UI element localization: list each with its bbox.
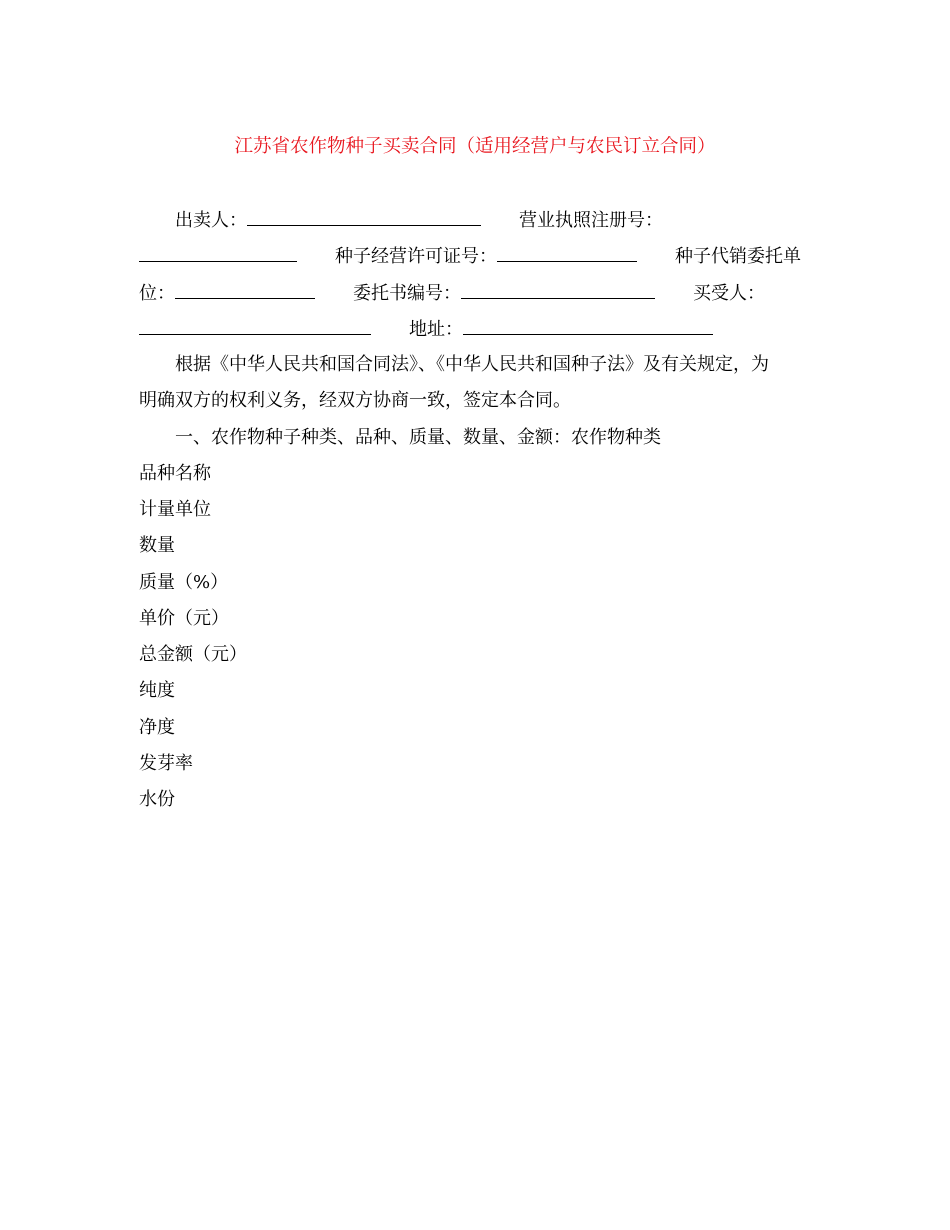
list-item: 总金额（元） [139, 644, 247, 665]
intro-line-2 [139, 388, 571, 414]
list-item: 发芽率 [139, 753, 193, 774]
consign-unit-blank[interactable] [175, 280, 315, 299]
permit-row [139, 243, 801, 270]
license-reg-label: 营业执照注册号： [519, 210, 663, 231]
list-item: 计量单位 [139, 499, 211, 520]
consign-unit-label-cont: 位： [139, 283, 175, 304]
section1-heading-text: 一、农作物种子种类、品种、质量、数量、金额：农作物种类 [175, 427, 661, 448]
list-item: 净度 [139, 717, 175, 738]
consign-unit-label: 种子代销委托单 [675, 246, 801, 267]
commission-no-label: 委托书编号： [353, 283, 461, 304]
commission-no-blank[interactable] [461, 280, 655, 299]
list-item: 数量 [139, 535, 175, 556]
section1-heading [175, 425, 661, 451]
list-item: 纯度 [139, 680, 175, 701]
seller-label: 出卖人： [175, 210, 247, 231]
contract-title: 江苏省农作物种子买卖合同（适用经营户与农民订立合同） [234, 136, 716, 157]
seed-permit-label: 种子经营许可证号： [335, 246, 497, 267]
address-blank[interactable] [463, 316, 713, 335]
intro-text-1: 根据《中华人民共和国合同法》、《中华人民共和国种子法》及有关规定，为 [175, 354, 769, 375]
list-item: 品种名称 [139, 463, 211, 484]
consign-row [139, 280, 765, 307]
address-label: 地址： [409, 319, 463, 340]
list-item: 单价（元） [139, 608, 229, 629]
list-item: 水份 [139, 789, 175, 810]
buyer-blank[interactable] [139, 316, 371, 335]
list-item: 质量（%） [139, 572, 229, 593]
buyer-label: 买受人： [693, 283, 765, 304]
intro-text-2: 明确双方的权利义务，经双方协商一致，签定本合同。 [139, 390, 571, 411]
intro-line-1 [139, 352, 811, 378]
license-reg-blank[interactable] [139, 243, 297, 262]
seller-row [175, 207, 663, 234]
address-row [139, 316, 713, 343]
seller-blank[interactable] [247, 207, 481, 226]
seed-permit-blank[interactable] [497, 243, 637, 262]
